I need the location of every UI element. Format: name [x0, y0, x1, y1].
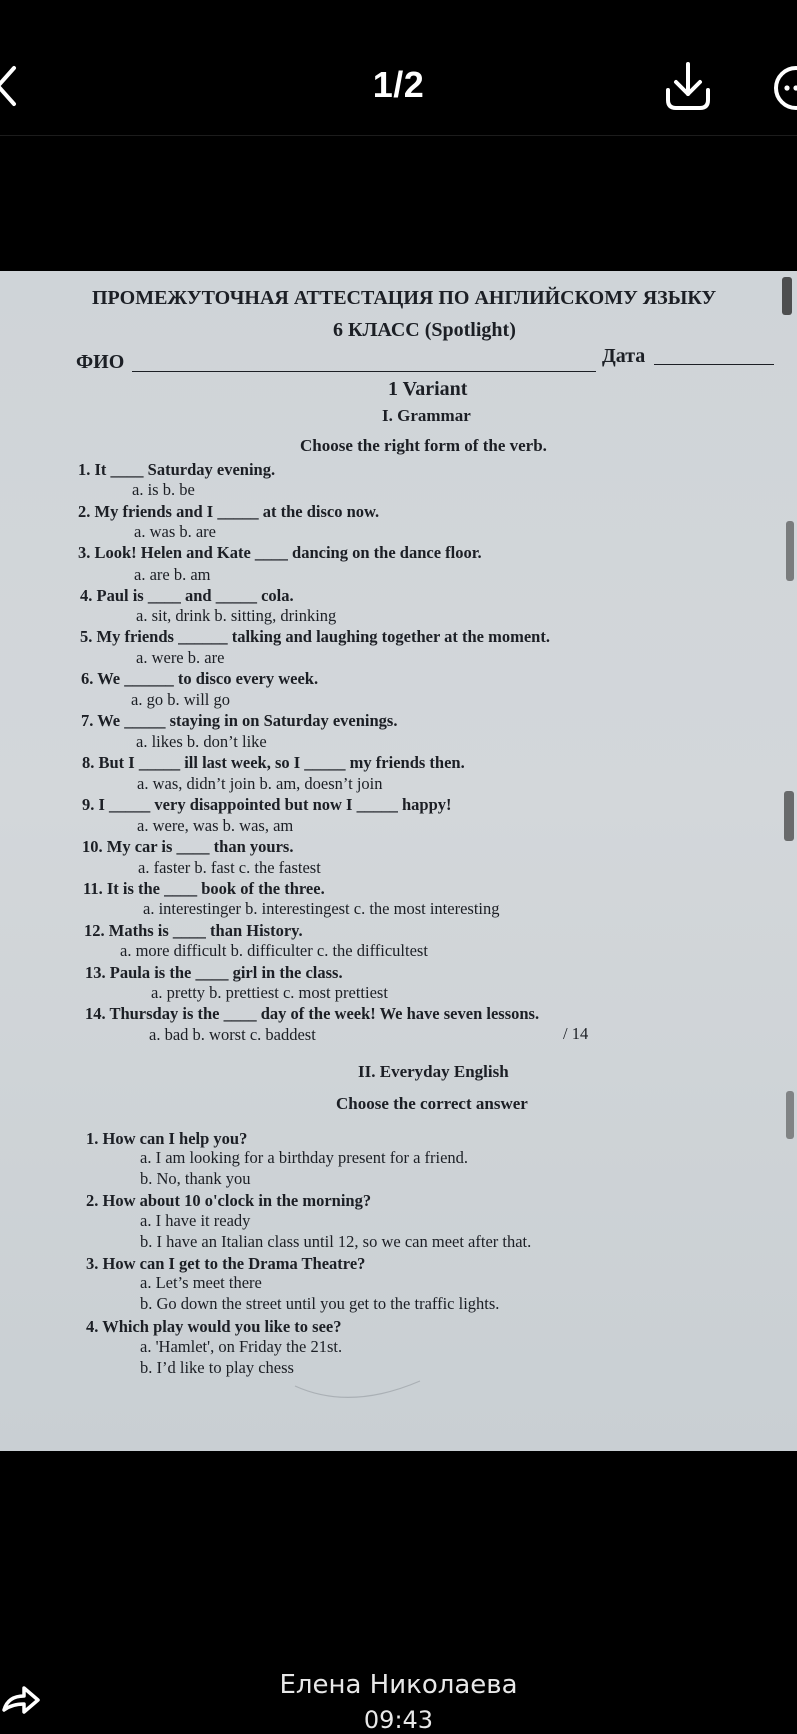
scan-smudge [784, 791, 794, 841]
grammar-options: a. faster b. fast c. the fastest [138, 858, 321, 877]
grammar-options: a. sit, drink b. sitting, drinking [136, 606, 337, 625]
grammar-question: 2. My friends and I _____ at the disco now. [78, 502, 380, 521]
pencil-mark [290, 1366, 440, 1406]
date-label: Дата [602, 345, 646, 367]
grammar-question: 5. My friends ______ talking and laughing together at the moment. [80, 627, 550, 646]
fio-line [132, 371, 596, 372]
doc-title: ПРОМЕЖУТОЧНАЯ АТТЕСТАЦИЯ ПО АНГЛИЙСКОМУ ЯЗЫКУ [92, 287, 717, 309]
grammar-question: 9. I _____ very disappointed but now I _____ happy! [82, 795, 452, 814]
section-grammar-title: I. Grammar [382, 406, 471, 425]
download-icon[interactable] [664, 60, 712, 114]
english-instruction: Choose the correct answer [336, 1094, 528, 1113]
message-time: 09:43 [363, 1706, 434, 1734]
grammar-question: 14. Thursday is the ____ day of the week! We have seven lessons. [85, 1004, 540, 1023]
grammar-options: a. were b. are [136, 648, 225, 667]
scan-smudge [786, 521, 794, 581]
grammar-options: a. more difficult b. difficulter c. the difficultest [120, 941, 428, 960]
grammar-options: a. pretty b. prettiest c. most prettiest [151, 983, 388, 1002]
grammar-question: 3. Look! Helen and Kate ____ dancing on the dance floor. [78, 543, 482, 562]
grammar-instruction: Choose the right form of the verb. [300, 436, 547, 455]
sender-name: Елена Николаева [279, 1670, 518, 1700]
english-option-a: a. Let’s meet there [140, 1273, 262, 1292]
grammar-question: 1. It ____ Saturday evening. [78, 460, 276, 479]
grammar-options: a. bad b. worst c. baddest [149, 1025, 316, 1044]
grammar-options: a. interestinger b. interestingest c. the most interesting [143, 899, 500, 918]
english-option-a: a. 'Hamlet', on Friday the 21st. [140, 1337, 343, 1356]
english-option-b: b. No, thank you [140, 1169, 251, 1188]
english-question: 4. Which play would you like to see? [86, 1317, 342, 1336]
page-counter: 1/2 [372, 64, 425, 105]
english-question: 3. How can I get to the Drama Theatre? [86, 1254, 366, 1273]
grammar-options: a. is b. be [132, 480, 195, 499]
grammar-question: 7. We _____ staying in on Saturday evenings. [81, 711, 398, 730]
grammar-question: 13. Paula is the ____ girl in the class. [85, 963, 343, 982]
english-option-b: b. I’d like to play chess [140, 1358, 294, 1377]
scan-smudge [782, 277, 792, 315]
english-question: 1. How can I help you? [86, 1129, 248, 1148]
grammar-question: 10. My car is ____ than yours. [82, 837, 294, 856]
section-english-title: II. Everyday English [358, 1062, 509, 1081]
grammar-options: a. was, didn’t join b. am, doesn’t join [137, 774, 383, 793]
grammar-options: a. likes b. don’t like [136, 732, 267, 751]
grammar-question: 12. Maths is ____ than History. [84, 921, 303, 940]
grammar-options: a. was b. are [134, 522, 217, 541]
grammar-options: a. go b. will go [131, 690, 230, 709]
english-option-a: a. I am looking for a birthday present for a friend. [140, 1148, 469, 1167]
grammar-question: 8. But I _____ ill last week, so I _____ my friends then. [82, 753, 465, 772]
english-option-a: a. I have it ready [140, 1211, 251, 1230]
grammar-question: 11. It is the ____ book of the three. [83, 879, 325, 898]
viewer-header [0, 0, 797, 136]
doc-subtitle: 6 КЛАСС (Spotlight) [333, 319, 516, 341]
english-option-b: b. Go down the street until you get to the traffic lights. [140, 1294, 500, 1313]
variant-title: 1 Variant [388, 378, 468, 400]
date-line [654, 364, 774, 365]
grammar-options: a. are b. am [134, 565, 211, 584]
more-icon[interactable] [772, 64, 797, 112]
document-photo[interactable] [0, 271, 797, 1451]
grammar-question: 6. We ______ to disco every week. [81, 669, 319, 688]
scan-smudge [786, 1091, 794, 1139]
fio-label: ФИО [76, 351, 125, 373]
grammar-question: 4. Paul is ____ and _____ cola. [80, 586, 294, 605]
english-question: 2. How about 10 o'clock in the morning? [86, 1191, 372, 1210]
english-option-b: b. I have an Italian class until 12, so we can meet after that. [140, 1232, 532, 1251]
grammar-score: / 14 [563, 1024, 589, 1043]
grammar-options: a. were, was b. was, am [137, 816, 294, 835]
